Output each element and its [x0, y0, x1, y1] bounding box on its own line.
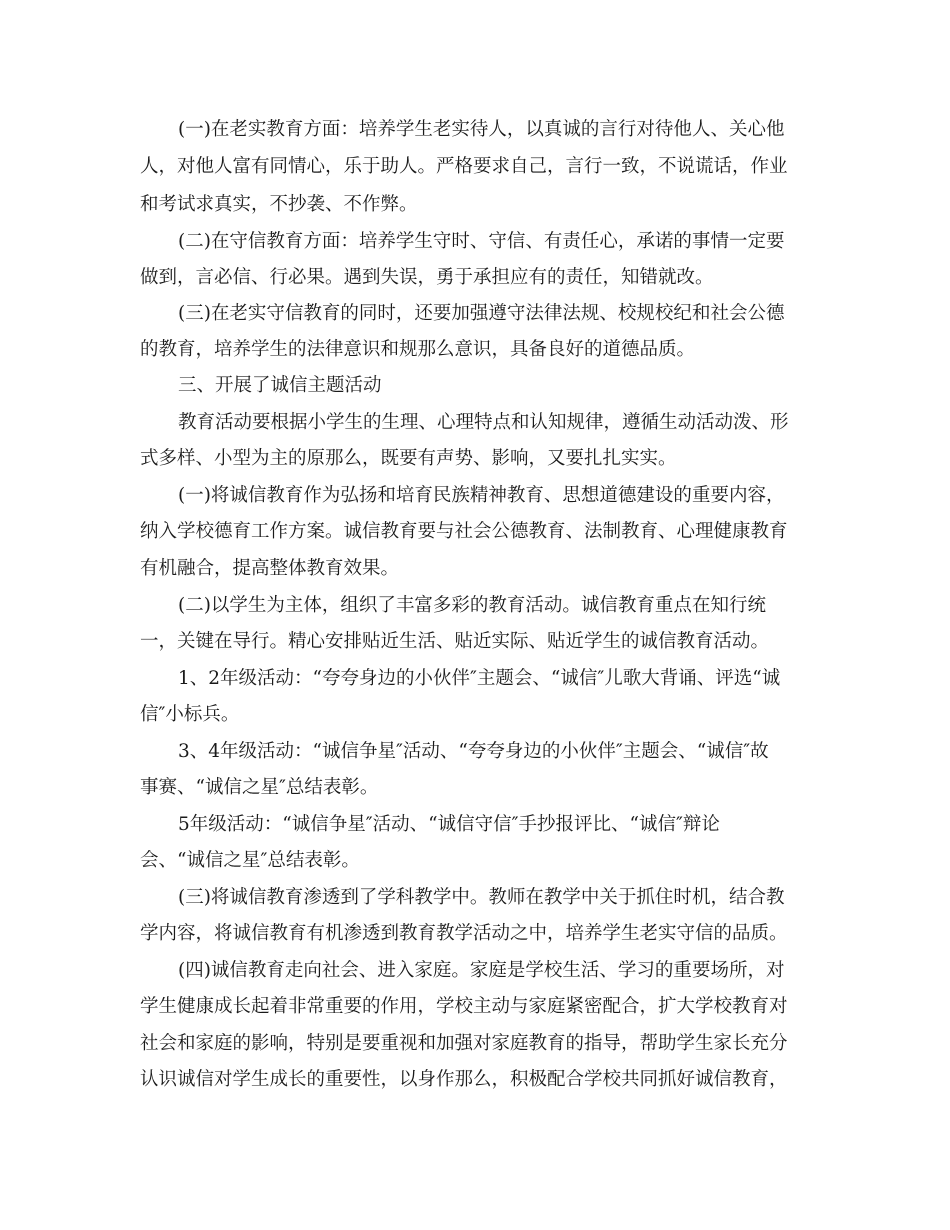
- paragraph-line: 社会和家庭的影响，特别是要重视和加强对家庭教育的指导，帮助学生家长充分: [140, 1033, 788, 1054]
- paragraph-line: 教育活动要根据小学生的生理、心理特点和认知规律，遵循生动活动泼、形: [178, 412, 789, 433]
- paragraph-line: (一)将诚信教育作为弘扬和培育民族精神教育、思想道德建设的重要内容，: [178, 485, 785, 506]
- paragraph-line: (四)诚信教育走向社会、进入家庭。家庭是学校生活、学习的重要场所，对: [178, 960, 785, 981]
- paragraph-line: 人，对他人富有同情心，乐于助人。严格要求自己，言行一致，不说谎话，作业: [140, 156, 788, 177]
- paragraph-line: (三)在老实守信教育的同时，还要加强遵守法律法规、校规校纪和社会公德: [178, 303, 785, 324]
- paragraph-line: 一，关键在导行。精心安排贴近生活、贴近实际、贴近学生的诚信教育活动。: [140, 631, 770, 652]
- paragraph-line: 学内容，将诚信教育有机渗透到教育教学活动之中，培养学生老实守信的品质。: [140, 923, 788, 944]
- paragraph-line: 3、4年级活动：“诚信争星″活动、“夸夸身边的小伙伴″主题会、“诚信″故: [178, 741, 769, 762]
- paragraph-line: (二)在守信教育方面：培养学生守时、守信、有责任心，承诺的事情一定要: [178, 231, 785, 252]
- paragraph-line: (三)将诚信教育渗透到了学科教学中。教师在教学中关于抓住时机，结合教: [178, 887, 785, 908]
- paragraph-line: 式多样、小型为主的原那么，既要有声势、影响，又要扎扎实实。: [140, 448, 677, 469]
- paragraph-line: 和考试求真实，不抄袭、不作弊。: [140, 194, 418, 215]
- paragraph-line: 纳入学校德育工作方案。诚信教育要与社会公德教育、法制教育、心理健康教育: [140, 521, 788, 542]
- paragraph-line: (二)以学生为主体，组织了丰富多彩的教育活动。诚信教育重点在知行统: [178, 595, 766, 616]
- paragraph-line: 事赛、“诚信之星″总结表彰。: [140, 777, 379, 798]
- paragraph-line: 1、2年级活动：“夸夸身边的小伙伴″主题会、“诚信″儿歌大背诵、评选“诚: [178, 668, 781, 689]
- paragraph-line: (一)在老实教育方面：培养学生老实待人，以真诚的言行对待他人、关心他: [178, 119, 785, 140]
- paragraph-line: 学生健康成长起着非常重要的作用，学校主动与家庭紧密配合，扩大学校教育对: [140, 996, 788, 1017]
- paragraph-line: 的教育，培养学生的法律意识和规那么意识，具备良好的道德品质。: [140, 339, 696, 360]
- paragraph-line: 会、“诚信之星″总结表彰。: [140, 850, 360, 871]
- paragraph-line: 5年级活动：“诚信争星″活动、“诚信守信″手抄报评比、“诚信″辩论: [178, 814, 720, 835]
- paragraph-line: 信″小标兵。: [140, 704, 240, 725]
- paragraph-line: 做到，言必信、行必果。遇到失误，勇于承担应有的责任，知错就改。: [140, 267, 714, 288]
- paragraph-line: 有机融合，提高整体教育效果。: [140, 558, 400, 579]
- section-heading: 三、开展了诚信主题活动: [178, 375, 382, 396]
- paragraph-line: 认识诚信对学生成长的重要性，以身作那么，积极配合学校共同抓好诚信教育，: [140, 1069, 788, 1090]
